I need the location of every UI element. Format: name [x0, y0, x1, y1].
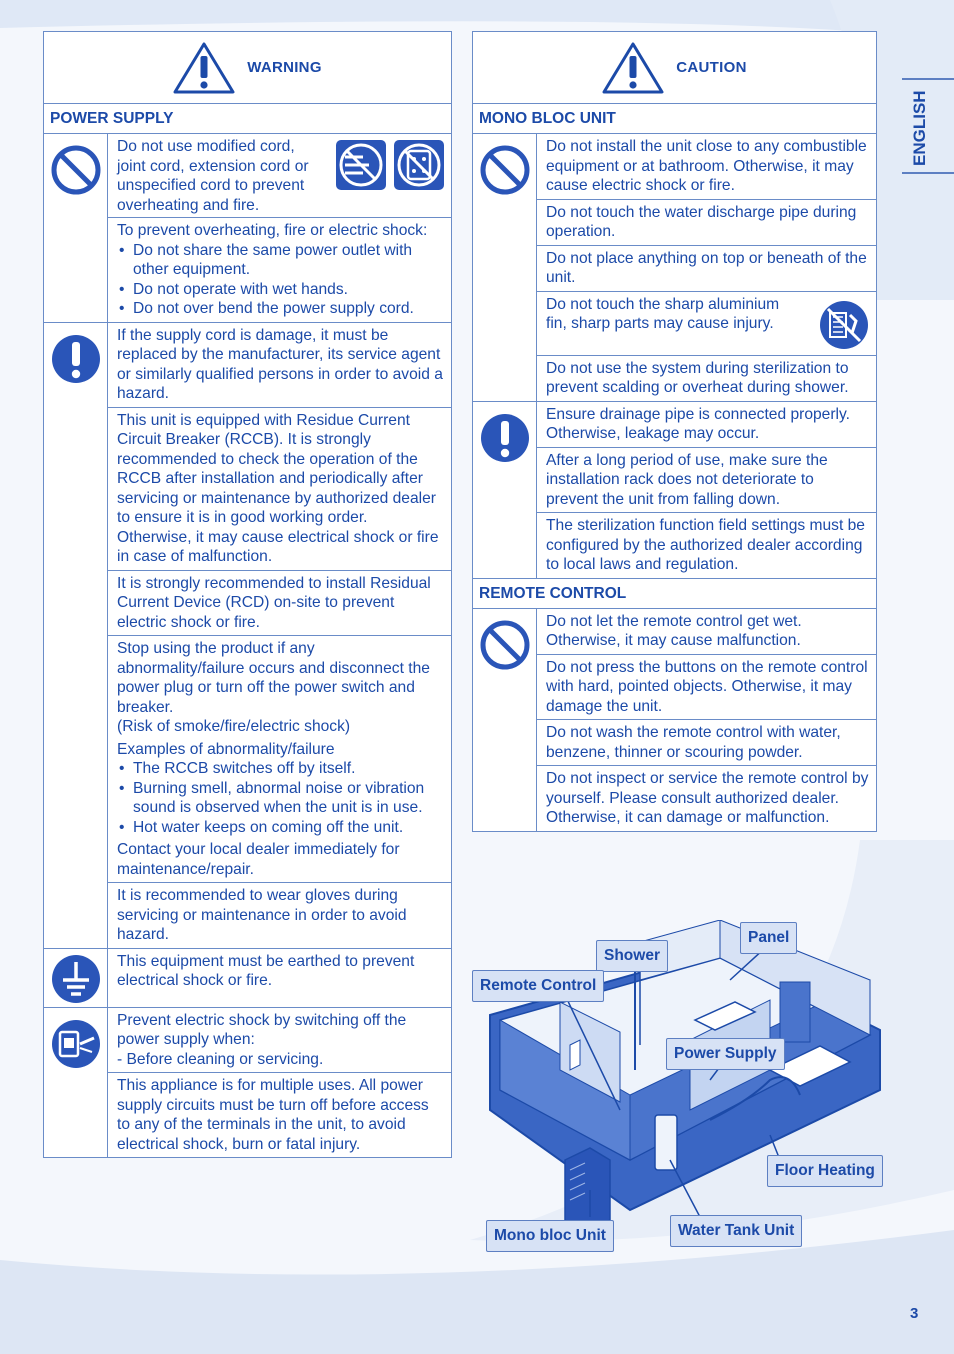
caution-cell: Ensure drainage pipe is connected properly. Otherwise, leakage may occur. [537, 402, 876, 448]
language-label: ENGLISH [910, 90, 929, 166]
warning-cell-text: Prevent electric shock by switching off the power supply when: [117, 1011, 407, 1048]
label-floor-heating: Floor Heating [767, 1155, 883, 1187]
exclamation-icon [50, 333, 102, 385]
section-heading-mono-bloc-unit: MONO BLOC UNIT [473, 104, 876, 134]
warning-group-earth [44, 949, 451, 1008]
caution-group-prohibition [473, 134, 876, 402]
caution-table [472, 31, 877, 832]
warning-cell-note: (Risk of smoke/fire/electric shock) [117, 718, 351, 735]
bullet-item: • The RCCB switches off by itself. [117, 759, 445, 779]
label-power-supply: Power Supply [666, 1038, 785, 1070]
caution-cell-text: Do not touch the sharp aluminium fin, sharp parts may cause injury. [546, 295, 780, 332]
prohibition-icon [50, 144, 102, 196]
label-water-tank-unit: Water Tank Unit [670, 1215, 802, 1247]
bullet-item: • Do not operate with wet hands. [117, 280, 445, 300]
warning-header [44, 32, 451, 104]
caution-cell: Do not install the unit close to any combustible equipment or at bathroom. Otherwise, it may cause electric shock or fire. [537, 134, 876, 200]
language-tab [902, 78, 954, 174]
warning-cell: If the supply cord is damage, it must be replaced by the manufacturer, its service agent or similarly qualified persons in order to avoid a hazard. [108, 323, 451, 408]
unplug-icon [50, 1018, 102, 1070]
caution-cell: After a long period of use, make sure the installation rack does not deteriorate to prevent the unit from falling down. [537, 448, 876, 514]
caution-group-remote [473, 609, 876, 831]
warning-cell: This unit is equipped with Residue Current Circuit Breaker (RCCB). It is strongly recommended to check the operation of the RCCB after installation and periodically after servicing or maintenance by authorized dealer to ensure it is in good working order. Otherwise, it may cause electrical shock or fire in case of malfunction. [108, 408, 451, 571]
warning-cell [108, 1008, 451, 1074]
page-number: 3 [910, 1305, 919, 1322]
label-shower: Shower [596, 940, 668, 972]
warning-cell-note: - Before cleaning or servicing. [117, 1050, 324, 1068]
caution-cell: The sterilization function field settings must be configured by the authorized dealer according to local laws and regulation. [546, 517, 865, 573]
label-panel: Panel [740, 922, 797, 954]
warning-triangle-icon [173, 42, 235, 94]
prohibition-icon [479, 144, 531, 196]
warning-cell [108, 636, 451, 883]
no-multi-outlet-pictogram [393, 139, 445, 191]
warning-table [43, 31, 452, 1158]
warning-cell [108, 134, 451, 218]
label-mono-bloc-unit: Mono bloc Unit [486, 1220, 614, 1252]
bullet-item: • Hot water keeps on coming off the unit. [117, 818, 445, 838]
warning-group-unplug [44, 1008, 451, 1158]
caution-cell: Do not inspect or service the remote control by yourself. Please consult authorized dealer. Otherwise, it can damage or malfunction. [546, 770, 869, 826]
caution-header [473, 32, 876, 104]
warning-cell: It is recommended to wear gloves during servicing or maintenance in order to avoid hazard. [117, 887, 407, 943]
warning-cell-subheading: Examples of abnormality/failure [117, 740, 335, 758]
no-touch-fin-pictogram [818, 299, 870, 351]
caution-title: CAUTION [676, 59, 747, 76]
prohibition-icon [479, 619, 531, 671]
caution-cell: Do not use the system during sterilization to prevent scalding or overheat during shower. [546, 359, 849, 396]
bullet-item: • Do not over bend the power supply cord. [117, 299, 445, 319]
section-heading-power-supply: POWER SUPPLY [44, 104, 451, 134]
caution-cell: Do not press the buttons on the remote control with hard, pointed objects. Otherwise, it may damage the unit. [537, 655, 876, 721]
warning-cell-text: Do not use modified cord, joint cord, extension cord or unspecified cord to prevent overheating and fire. [117, 138, 309, 214]
warning-cell-footer: Contact your local dealer immediately for maintenance/repair. [117, 841, 400, 878]
exclamation-icon [479, 412, 531, 464]
section-heading-remote-control: REMOTE CONTROL [473, 579, 876, 609]
label-remote-control: Remote Control [472, 970, 604, 1002]
no-extension-cord-pictogram [335, 139, 387, 191]
earth-ground-icon [50, 953, 102, 1005]
warning-group-prohibition [44, 134, 451, 323]
warning-cell-text: Stop using the product if any abnormality/failure occurs and disconnect the power plug or turn off the power switch and breaker. [117, 640, 430, 716]
warning-cell: This appliance is for multiple uses. All power supply circuits must be turn off before access to any of the terminals in the unit, to avoid electrical shock, burn or fatal injury. [117, 1077, 429, 1153]
caution-cell: Do not wash the remote control with water, benzene, thinner or scouring powder. [537, 720, 876, 766]
caution-triangle-icon [602, 42, 664, 94]
caution-cell: Do not touch the water discharge pipe during operation. [537, 200, 876, 246]
warning-group-mandatory [44, 323, 451, 949]
caution-group-mandatory [473, 402, 876, 579]
caution-cell: Do not let the remote control get wet. Otherwise, it may cause malfunction. [537, 609, 876, 655]
bullet-item: • Do not share the same power outlet with other equipment. [117, 241, 445, 280]
warning-cell: It is strongly recommended to install Residual Current Device (RCD) on-site to prevent electric shock or fire. [108, 571, 451, 637]
warning-cell [108, 218, 451, 322]
warning-title: WARNING [247, 59, 322, 76]
caution-cell [537, 292, 876, 356]
caution-cell: Do not place anything on top or beneath of the unit. [537, 246, 876, 292]
warning-cell: This equipment must be earthed to prevent electrical shock or fire. [117, 952, 415, 989]
warning-cell-text: To prevent overheating, fire or electric shock: [117, 222, 428, 239]
bullet-item: • Burning smell, abnormal noise or vibration sound is observed when the unit is in use. [117, 779, 445, 818]
